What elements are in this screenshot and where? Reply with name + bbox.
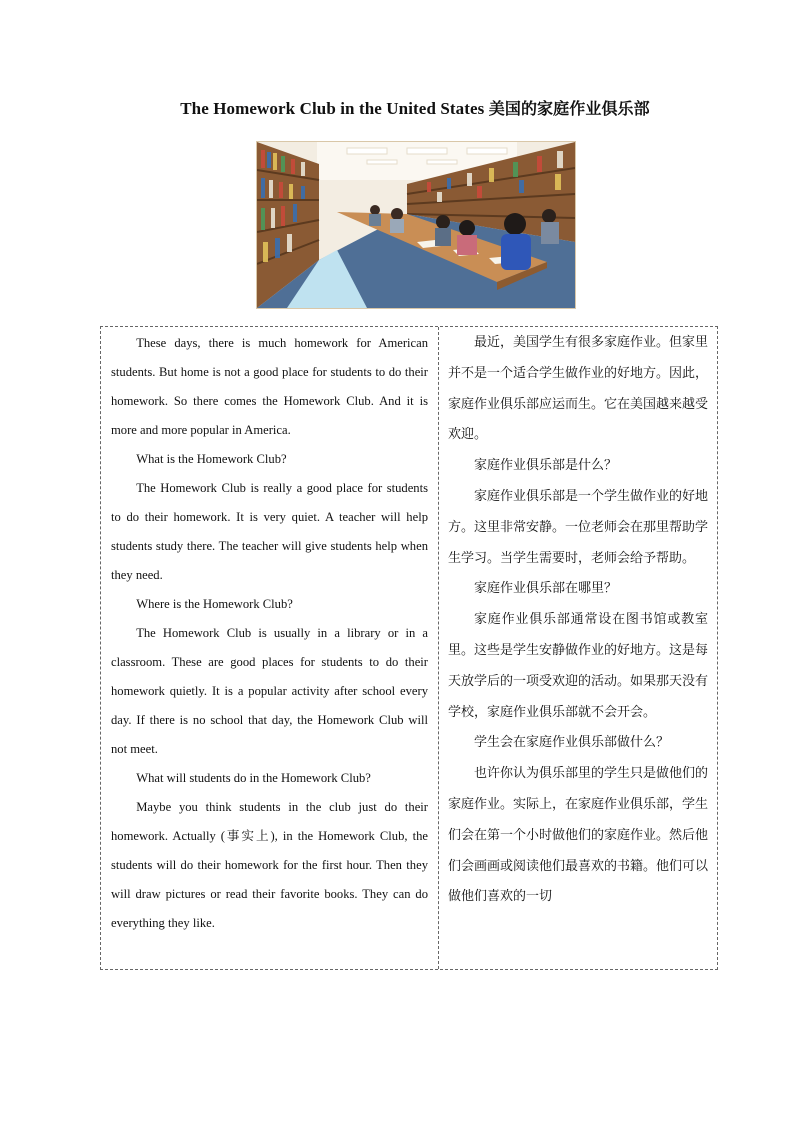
- english-paragraph-where: The Homework Club is usually in a library or in a classroom. These are good places for students to do their homework quietly. It is a popular activity after school every day. If there is no school that day, the Homework Club will not meet.: [111, 626, 428, 756]
- english-column: [101, 327, 439, 969]
- english-paragraph-intro: These days, there is much homework for American students. But home is not a good place for students to do their homework. So there comes the Homework Club. And it is more and more popular in America.: [111, 336, 428, 437]
- chinese-paragraph-activities: 也许你认为俱乐部里的学生只是做他们的家庭作业。实际上，在家庭作业俱乐部，学生们会在第一个小时做他们的家庭作业。然后他们会画画或阅读他们最喜欢的书籍。他们可以做他们喜欢的一切: [448, 766, 709, 905]
- chinese-paragraph-intro: 最近，美国学生有很多家庭作业。但家里并不是一个适合学生做作业的好地方。因此，家庭作业俱乐部应运而生。它在美国越来越受欢迎。: [448, 335, 709, 443]
- english-paragraph-activities: Maybe you think students in the club just do their homework. Actually (事实上), in the Homework Club, the students will do their homework for the first hour. Then they will draw pictures or read their favorite books. They can do everything they like.: [111, 800, 428, 930]
- document-title: [0, 96, 794, 119]
- library-scene-image: [257, 142, 575, 308]
- library-illustration: [256, 141, 576, 309]
- chinese-question-activities: 学生会在家庭作业俱乐部做什么？: [474, 735, 670, 751]
- title-chinese: 美国的家庭作业俱乐部: [488, 99, 650, 118]
- chinese-question-what: 家庭作业俱乐部是什么？: [474, 458, 618, 474]
- english-question-activities: What will students do in the Homework Club?: [136, 771, 371, 785]
- bilingual-text-table: [100, 326, 718, 970]
- chinese-paragraph-where: 家庭作业俱乐部通常设在图书馆或教室里。这些是学生安静做作业的好地方。这是每天放学后的一项受欢迎的活动。如果那天没有学校，家庭作业俱乐部就不会开会。: [448, 612, 709, 720]
- english-question-what: What is the Homework Club?: [136, 452, 287, 466]
- chinese-question-where: 家庭作业俱乐部在哪里？: [474, 581, 618, 597]
- title-english: The Homework Club in the United States: [180, 99, 485, 118]
- english-paragraph-what: The Homework Club is really a good place for students to do their homework. It is very quiet. A teacher will help students study there. The teacher will give students help when they need.: [111, 481, 428, 582]
- chinese-column: [439, 327, 717, 969]
- chinese-paragraph-what: 家庭作业俱乐部是一个学生做作业的好地方。这里非常安静。一位老师会在那里帮助学生学习。当学生需要时，老师会给予帮助。: [448, 488, 709, 566]
- english-question-where: Where is the Homework Club?: [136, 597, 293, 611]
